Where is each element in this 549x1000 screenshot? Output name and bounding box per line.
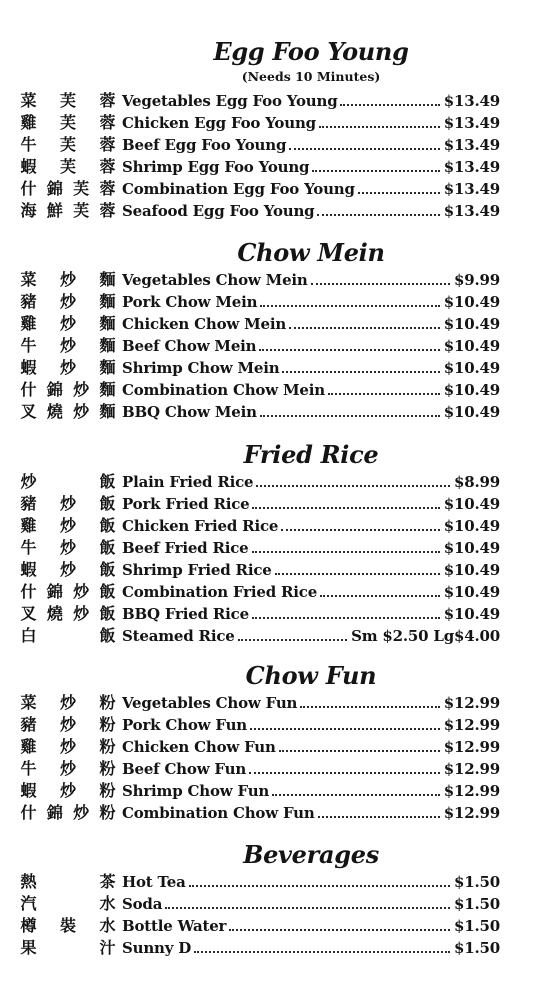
menu-item-price: $10.49: [443, 315, 500, 333]
menu-item-price: $10.49: [443, 605, 500, 623]
menu-item-name: Beef Fried Rice: [122, 539, 249, 557]
dot-leader: [252, 507, 439, 509]
menu-item-name: Combination Chow Fun: [122, 804, 315, 822]
menu-item-name: Chicken Chow Mein: [122, 315, 287, 333]
menu-item: [20, 200, 500, 222]
chinese-character: 炒: [73, 380, 90, 399]
menu-item-price: $13.49: [443, 202, 500, 220]
dot-leader: [282, 371, 439, 373]
menu-item: [20, 780, 500, 802]
dot-leader: [259, 349, 439, 351]
chinese-character: 炒: [59, 314, 76, 333]
menu-item-chinese-name: [20, 893, 116, 915]
chinese-character: 錦: [46, 380, 63, 399]
menu-item-chinese-name: [20, 493, 116, 515]
dot-leader: [260, 305, 439, 307]
chinese-character: 水: [99, 894, 116, 913]
menu-item-chinese-name: [20, 915, 116, 937]
menu-section-egg-foo-young: [20, 36, 500, 222]
section-note: (Needs 10 Minutes): [241, 69, 381, 84]
menu-item: [20, 471, 500, 493]
menu-item-price: $10.49: [443, 293, 500, 311]
menu-item-chinese-name: [20, 269, 116, 291]
menu-item-chinese-name: [20, 178, 116, 200]
dot-leader: [289, 327, 440, 329]
menu-item-name: BBQ Fried Rice: [122, 605, 249, 623]
dot-leader: [318, 816, 440, 818]
chinese-character: 水: [99, 916, 116, 935]
menu-item: [20, 871, 500, 893]
chinese-character: 飯: [99, 582, 116, 601]
dot-leader: [279, 750, 440, 752]
menu-item-name: Combination Chow Mein: [122, 381, 325, 399]
menu-item: [20, 893, 500, 915]
menu-item: [20, 802, 500, 824]
chinese-character: 炒: [59, 737, 76, 756]
menu-item: [20, 291, 500, 313]
chinese-character: 飯: [99, 604, 116, 623]
chinese-character: 芙: [59, 157, 76, 176]
chinese-character: 雞: [20, 516, 37, 535]
dot-leader: [358, 192, 440, 194]
menu-item-chinese-name: [20, 736, 116, 758]
menu-item-chinese-name: [20, 112, 116, 134]
menu-item: [20, 112, 500, 134]
section-heading: Fried Rice: [243, 440, 379, 469]
menu-item: [20, 603, 500, 625]
chinese-character: 炒: [20, 472, 37, 491]
menu-item-price: $12.99: [443, 694, 500, 712]
section-heading: Chow Mein: [237, 238, 385, 267]
chinese-character: 錦: [46, 803, 63, 822]
menu-item-price: $10.49: [443, 517, 500, 535]
chinese-character: 汽: [20, 894, 37, 913]
menu-item-name: Beef Egg Foo Young: [122, 136, 287, 154]
chinese-character: 雞: [20, 113, 37, 132]
menu-item: [20, 379, 500, 401]
menu-section-fried-rice: [20, 439, 500, 647]
menu-item: [20, 559, 500, 581]
menu-item-name: Hot Tea: [122, 873, 186, 891]
menu-item: [20, 401, 500, 423]
menu-item-price: $10.49: [443, 359, 500, 377]
chinese-character: 豬: [20, 715, 37, 734]
chinese-character: 雞: [20, 314, 37, 333]
menu-item-price: $13.49: [443, 136, 500, 154]
dot-leader: [252, 617, 440, 619]
chinese-character: 什: [20, 179, 37, 198]
menu-item: [20, 269, 500, 291]
chinese-character: 菜: [20, 91, 37, 110]
chinese-character: 炒: [59, 759, 76, 778]
menu-item-price: $10.49: [443, 403, 500, 421]
menu-item-chinese-name: [20, 379, 116, 401]
chinese-character: 牛: [20, 538, 37, 557]
dot-leader: [289, 148, 440, 150]
menu-item-name: Soda: [122, 895, 163, 913]
menu-item-name: Shrimp Egg Foo Young: [122, 158, 310, 176]
menu-item-chinese-name: [20, 603, 116, 625]
menu-item-name: Chicken Fried Rice: [122, 517, 279, 535]
menu-item-price: $10.49: [443, 561, 500, 579]
chinese-character: 飯: [99, 538, 116, 557]
chinese-character: 裝: [59, 916, 76, 935]
chinese-character: 粉: [99, 781, 116, 800]
menu-item-chinese-name: [20, 625, 116, 647]
menu-item-name: Pork Fried Rice: [122, 495, 250, 513]
chinese-character: 炒: [59, 516, 76, 535]
menu-item-chinese-name: [20, 802, 116, 824]
chinese-character: 粉: [99, 803, 116, 822]
menu-item: [20, 134, 500, 156]
chinese-character: 炒: [59, 494, 76, 513]
chinese-character: 海: [20, 201, 37, 220]
menu-item-name: Beef Chow Mein: [122, 337, 257, 355]
chinese-character: 飯: [99, 560, 116, 579]
section-heading: Egg Foo Young: [213, 37, 409, 66]
chinese-character: 豬: [20, 292, 37, 311]
menu-item-chinese-name: [20, 692, 116, 714]
dot-leader: [319, 126, 440, 128]
menu-item-price: $1.50: [454, 917, 500, 935]
dot-leader: [311, 283, 450, 285]
menu-item-price: $12.99: [443, 760, 500, 778]
menu-item: [20, 625, 500, 647]
menu-item-name: Combination Egg Foo Young: [122, 180, 355, 198]
menu-item-chinese-name: [20, 537, 116, 559]
menu-item-name: Pork Chow Mein: [122, 293, 258, 311]
chinese-character: 炒: [73, 402, 90, 421]
dot-leader: [249, 772, 440, 774]
chinese-character: 飯: [99, 516, 116, 535]
dot-leader: [340, 104, 439, 106]
chinese-character: 麵: [99, 270, 116, 289]
menu-item-price: $12.99: [443, 804, 500, 822]
menu-item: [20, 335, 500, 357]
menu-item: [20, 515, 500, 537]
chinese-character: 炒: [73, 803, 90, 822]
chinese-character: 錦: [46, 582, 63, 601]
menu-item-price: $12.99: [443, 782, 500, 800]
menu-item-chinese-name: [20, 200, 116, 222]
menu-item-name: Shrimp Chow Fun: [122, 782, 270, 800]
menu-item: [20, 493, 500, 515]
chinese-character: 炒: [59, 560, 76, 579]
menu-section-beverages: [20, 839, 500, 959]
chinese-character: 熱: [20, 872, 37, 891]
chinese-character: 炒: [59, 781, 76, 800]
chinese-character: 蓉: [99, 179, 116, 198]
menu-item-price: $1.50: [454, 895, 500, 913]
menu-item-price: $12.99: [443, 716, 500, 734]
chinese-character: 錦: [46, 179, 63, 198]
chinese-character: 叉: [20, 604, 37, 623]
menu-item-name: Sunny D: [122, 939, 192, 957]
chinese-character: 炒: [59, 270, 76, 289]
menu-item-name: Vegetables Chow Fun: [122, 694, 298, 712]
chinese-character: 飯: [99, 494, 116, 513]
chinese-character: 粉: [99, 715, 116, 734]
menu-item-chinese-name: [20, 291, 116, 313]
menu-section-chow-fun: [20, 660, 500, 824]
menu-item-price: $13.49: [443, 180, 500, 198]
chinese-character: 白: [20, 626, 37, 645]
chinese-character: 蝦: [20, 157, 37, 176]
chinese-character: 什: [20, 582, 37, 601]
chinese-character: 炒: [59, 358, 76, 377]
menu-item-chinese-name: [20, 714, 116, 736]
menu-item-price: $13.49: [443, 158, 500, 176]
chinese-character: 炒: [73, 604, 90, 623]
chinese-character: 炒: [59, 336, 76, 355]
menu-item-name: Chicken Egg Foo Young: [122, 114, 316, 132]
dot-leader: [165, 907, 450, 909]
menu-item-name: Vegetables Egg Foo Young: [122, 92, 338, 110]
menu-item-name: Bottle Water: [122, 917, 227, 935]
chinese-character: 汁: [99, 938, 116, 957]
chinese-character: 麵: [99, 336, 116, 355]
chinese-character: 蓉: [99, 135, 116, 154]
dot-leader: [281, 529, 440, 531]
menu-item-chinese-name: [20, 357, 116, 379]
menu-item-name: Steamed Rice: [122, 627, 235, 645]
chinese-character: 蝦: [20, 560, 37, 579]
dot-leader: [252, 551, 440, 553]
chinese-character: 蓉: [99, 113, 116, 132]
chinese-character: 蓉: [99, 157, 116, 176]
menu-item: [20, 178, 500, 200]
menu-item-chinese-name: [20, 937, 116, 959]
menu-item: [20, 357, 500, 379]
menu-item-chinese-name: [20, 871, 116, 893]
menu-item-price: $10.49: [443, 495, 500, 513]
menu-item-name: Shrimp Chow Mein: [122, 359, 280, 377]
chinese-character: 蝦: [20, 358, 37, 377]
chinese-character: 飯: [99, 472, 116, 491]
menu-item-name: Shrimp Fried Rice: [122, 561, 272, 579]
dot-leader: [312, 170, 439, 172]
menu-item: [20, 156, 500, 178]
menu-item-price: $10.49: [443, 381, 500, 399]
chinese-character: 炒: [59, 538, 76, 557]
dot-leader: [328, 393, 440, 395]
chinese-character: 雞: [20, 737, 37, 756]
menu-item-list: [20, 692, 500, 824]
menu-item-price: $12.99: [443, 738, 500, 756]
chinese-character: 叉: [20, 402, 37, 421]
dot-leader: [260, 415, 440, 417]
menu-item-chinese-name: [20, 758, 116, 780]
menu-item-chinese-name: [20, 515, 116, 537]
menu-item-chinese-name: [20, 401, 116, 423]
menu-item-list: [20, 871, 500, 959]
menu-item-chinese-name: [20, 90, 116, 112]
menu-item-name: Pork Chow Fun: [122, 716, 247, 734]
menu-item-name: Vegetables Chow Mein: [122, 271, 308, 289]
menu-item-price: $8.99: [454, 473, 500, 491]
dot-leader: [300, 706, 440, 708]
chinese-character: 牛: [20, 759, 37, 778]
chinese-character: 炒: [59, 715, 76, 734]
chinese-character: 麵: [99, 314, 116, 333]
menu-item-list: [20, 90, 500, 222]
chinese-character: 麵: [99, 292, 116, 311]
chinese-character: 菜: [20, 270, 37, 289]
menu-item: [20, 714, 500, 736]
menu-item-list: [20, 269, 500, 423]
menu-item: [20, 581, 500, 603]
menu-item-price: $1.50: [454, 873, 500, 891]
menu-item-price: $10.49: [443, 539, 500, 557]
dot-leader: [194, 951, 450, 953]
chinese-character: 炒: [59, 693, 76, 712]
chinese-character: 樽: [20, 916, 37, 935]
chinese-character: 菜: [20, 693, 37, 712]
menu-item-name: Chicken Chow Fun: [122, 738, 276, 756]
menu-item: [20, 313, 500, 335]
menu-item-price: $10.49: [443, 337, 500, 355]
chinese-character: 芙: [59, 113, 76, 132]
menu-item-price: $13.49: [443, 114, 500, 132]
menu-item-price: $13.49: [443, 92, 500, 110]
menu-item: [20, 736, 500, 758]
menu-item-chinese-name: [20, 581, 116, 603]
menu-item-price: $9.99: [454, 271, 500, 289]
dot-leader: [272, 794, 440, 796]
chinese-character: 芙: [59, 135, 76, 154]
chinese-character: 蓉: [99, 201, 116, 220]
dot-leader: [256, 485, 450, 487]
chinese-character: 蝦: [20, 781, 37, 800]
menu-item-name: Beef Chow Fun: [122, 760, 247, 778]
chinese-character: 粉: [99, 737, 116, 756]
menu-item-chinese-name: [20, 313, 116, 335]
section-heading: Beverages: [243, 840, 379, 869]
chinese-character: 什: [20, 803, 37, 822]
dot-leader: [275, 573, 440, 575]
chinese-character: 果: [20, 938, 37, 957]
menu-item-name: Plain Fried Rice: [122, 473, 254, 491]
menu-item: [20, 537, 500, 559]
menu-item: [20, 915, 500, 937]
dot-leader: [250, 728, 440, 730]
menu-item-chinese-name: [20, 780, 116, 802]
chinese-character: 芙: [59, 91, 76, 110]
menu-item-chinese-name: [20, 471, 116, 493]
menu-item: [20, 90, 500, 112]
chinese-character: 粉: [99, 693, 116, 712]
dot-leader: [229, 929, 450, 931]
chinese-character: 芙: [73, 179, 90, 198]
menu-item-chinese-name: [20, 559, 116, 581]
menu-item-price: Sm $2.50 Lg$4.00: [351, 627, 500, 645]
menu-item-chinese-name: [20, 156, 116, 178]
menu-item: [20, 758, 500, 780]
dot-leader: [317, 214, 439, 216]
chinese-character: 蓉: [99, 91, 116, 110]
chinese-character: 燒: [46, 604, 63, 623]
chinese-character: 麵: [99, 380, 116, 399]
menu-item-name: Combination Fried Rice: [122, 583, 318, 601]
chinese-character: 麵: [99, 402, 116, 421]
menu-item-chinese-name: [20, 335, 116, 357]
dot-leader: [320, 595, 440, 597]
chinese-character: 粉: [99, 759, 116, 778]
dot-leader: [189, 885, 450, 887]
chinese-character: 牛: [20, 135, 37, 154]
menu-item-price: $10.49: [443, 583, 500, 601]
menu-section-chow-mein: [20, 237, 500, 423]
menu-item-list: [20, 471, 500, 647]
chinese-character: 炒: [59, 292, 76, 311]
chinese-character: 芙: [73, 201, 90, 220]
menu-item-name: BBQ Chow Mein: [122, 403, 257, 421]
chinese-character: 飯: [99, 626, 116, 645]
dot-leader: [238, 639, 347, 641]
chinese-character: 牛: [20, 336, 37, 355]
menu-item-name: Seafood Egg Foo Young: [122, 202, 315, 220]
chinese-character: 燒: [46, 402, 63, 421]
menu-item-price: $1.50: [454, 939, 500, 957]
menu-item: [20, 692, 500, 714]
chinese-character: 什: [20, 380, 37, 399]
chinese-character: 豬: [20, 494, 37, 513]
chinese-character: 茶: [99, 872, 116, 891]
menu-item-chinese-name: [20, 134, 116, 156]
chinese-character: 鮮: [46, 201, 63, 220]
chinese-character: 麵: [99, 358, 116, 377]
section-heading: Chow Fun: [245, 661, 377, 690]
menu-item: [20, 937, 500, 959]
chinese-character: 炒: [73, 582, 90, 601]
